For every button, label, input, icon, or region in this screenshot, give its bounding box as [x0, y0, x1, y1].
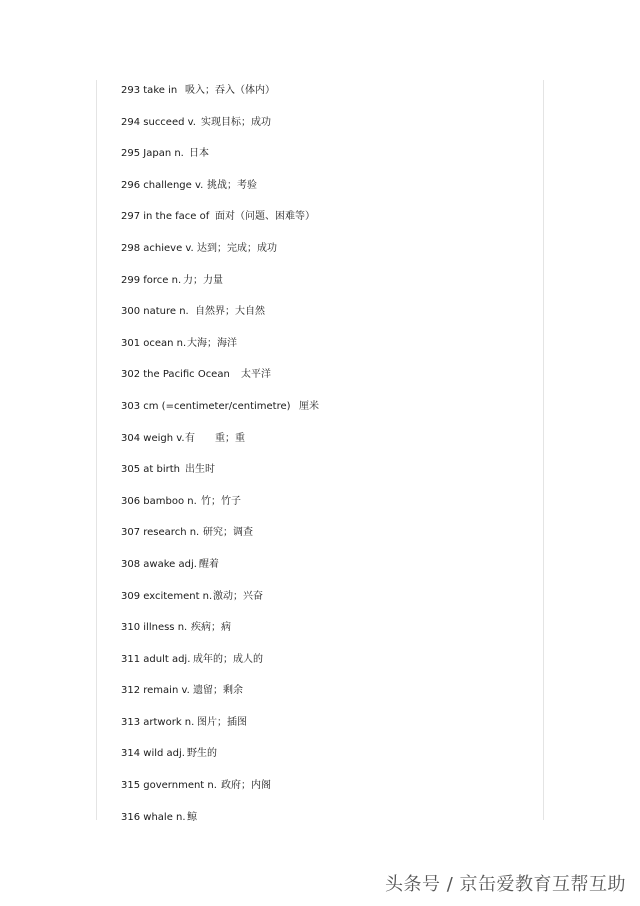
english-term: 301 ocean n.: [121, 337, 187, 349]
english-term: 300 nature n.: [121, 306, 189, 318]
vocab-entry: [121, 747, 543, 779]
english-term: 308 awake adj.: [121, 558, 197, 570]
chinese-meaning: 出生时: [185, 464, 215, 476]
chinese-meaning: 图片；插图: [197, 716, 247, 728]
vocab-entry: [121, 558, 543, 590]
chinese-meaning: 醒着: [199, 558, 219, 570]
document-page: [96, 80, 544, 823]
chinese-meaning: 研究；调查: [203, 527, 253, 539]
vocab-entry: [121, 179, 543, 211]
vocab-entry: [121, 116, 543, 148]
vocab-entry: [121, 400, 543, 432]
english-term: 314 wild adj.: [121, 748, 185, 760]
chinese-meaning: 有 重；重: [185, 432, 245, 444]
chinese-meaning: 竹；竹子: [201, 495, 241, 507]
chinese-meaning: 厘米: [299, 400, 319, 412]
chinese-meaning: 达到；完成；成功: [197, 242, 277, 254]
english-term: 298 achieve v.: [121, 242, 194, 254]
vocab-entry: [121, 432, 543, 464]
chinese-meaning: 实现目标；成功: [201, 116, 271, 128]
english-term: 303 cm (=centimeter/centimetre): [121, 400, 291, 412]
english-term: 297 in the face of: [121, 211, 210, 223]
vocab-entry: [121, 590, 543, 622]
chinese-meaning: 太平洋: [241, 369, 271, 381]
chinese-meaning: 遗留；剩余: [193, 685, 243, 697]
english-term: 294 succeed v.: [121, 116, 196, 128]
vocab-entry: [121, 653, 543, 685]
vocab-entry: [121, 368, 543, 400]
chinese-meaning: 力；力量: [183, 274, 223, 286]
vocab-entry: [121, 210, 543, 242]
english-term: 306 bamboo n.: [121, 495, 197, 507]
vocab-entry: [121, 463, 543, 495]
vocab-entry: [121, 337, 543, 369]
vocabulary-list: [121, 84, 543, 842]
english-term: 293 take in: [121, 85, 178, 96]
vocab-entry: [121, 779, 543, 811]
english-term: 310 illness n.: [121, 622, 188, 634]
vocab-entry: [121, 621, 543, 653]
vocab-entry: [121, 242, 543, 274]
vocab-entry: [121, 526, 543, 558]
english-term: 313 artwork n.: [121, 716, 195, 728]
english-term: 311 adult adj.: [121, 653, 191, 665]
chinese-meaning: 日本: [189, 148, 209, 160]
vocab-entry: [121, 147, 543, 179]
english-term: 307 research n.: [121, 527, 200, 539]
chinese-meaning: 自然界；大自然: [195, 306, 265, 318]
chinese-meaning: 面对（问题、困难等）: [215, 211, 315, 223]
chinese-meaning: 吸入；吞入（体内）: [185, 85, 275, 96]
chinese-meaning: 鲸: [187, 811, 197, 823]
english-term: 299 force n.: [121, 274, 182, 286]
watermark-text: 头条号 / 京缶爱教育互帮互助: [384, 874, 626, 895]
english-term: 309 excitement n.: [121, 590, 213, 602]
chinese-meaning: 野生的: [187, 748, 217, 760]
english-term: 302 the Pacific Ocean: [121, 369, 230, 381]
vocab-entry: [121, 811, 543, 843]
chinese-meaning: 大海；海洋: [187, 337, 237, 349]
english-term: 296 challenge v.: [121, 179, 204, 191]
english-term: 305 at birth: [121, 464, 180, 476]
english-term: 304 weigh v.: [121, 432, 185, 444]
vocab-entry: [121, 684, 543, 716]
chinese-meaning: 激动；兴奋: [213, 590, 263, 602]
english-term: 312 remain v.: [121, 685, 190, 697]
chinese-meaning: 政府；内阁: [221, 780, 271, 792]
vocab-entry: [121, 305, 543, 337]
english-term: 316 whale n.: [121, 811, 186, 823]
vocab-entry: [121, 84, 543, 116]
vocab-entry: [121, 716, 543, 748]
english-term: 315 government n.: [121, 780, 217, 792]
english-term: 295 Japan n.: [121, 148, 184, 160]
chinese-meaning: 疾病；病: [191, 622, 231, 634]
vocab-entry: [121, 274, 543, 306]
vocab-entry: [121, 495, 543, 527]
chinese-meaning: 挑战；考验: [207, 179, 257, 191]
chinese-meaning: 成年的；成人的: [193, 653, 263, 665]
